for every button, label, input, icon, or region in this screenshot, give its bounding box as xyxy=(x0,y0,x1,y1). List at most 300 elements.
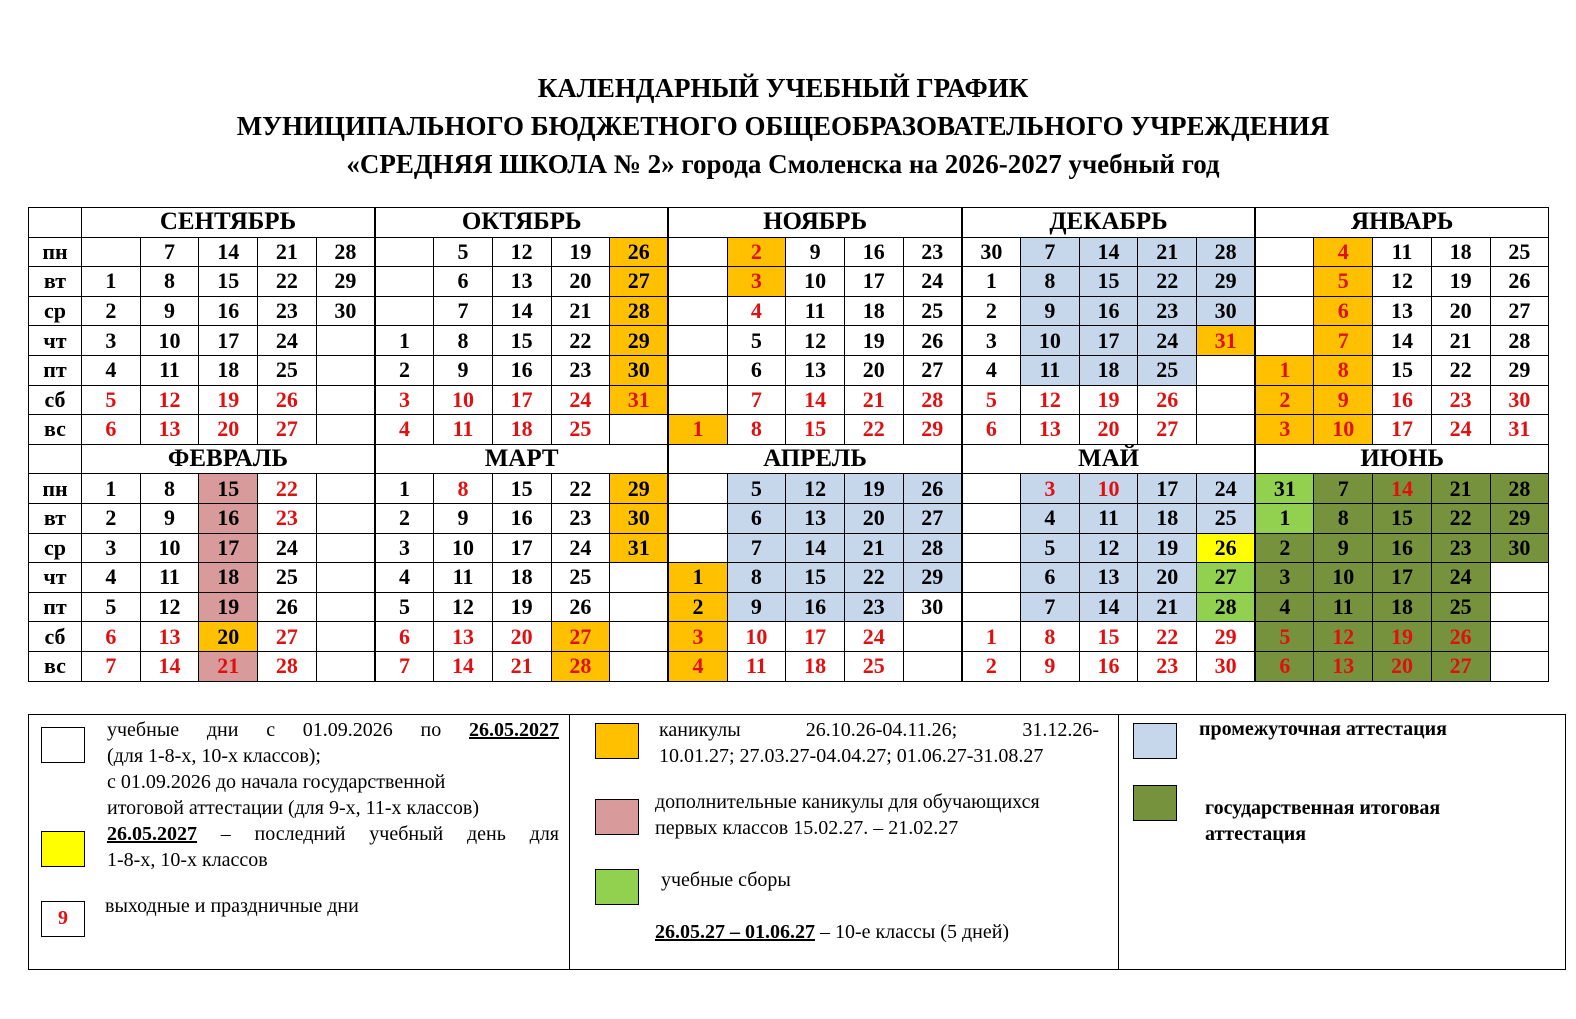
day-cell: 9 xyxy=(1021,651,1080,681)
day-cell: 29 xyxy=(903,563,962,593)
empty-cell xyxy=(1197,355,1256,385)
day-cell: 20 xyxy=(199,622,258,652)
day-cell: 19 xyxy=(199,592,258,622)
day-cell: 5 xyxy=(82,385,141,415)
day-cell: 3 xyxy=(82,533,141,563)
day-cell: 1 xyxy=(82,474,141,504)
day-cell: 29 xyxy=(610,326,669,356)
day-cell: 13 xyxy=(1373,296,1432,326)
day-cell: 30 xyxy=(962,237,1021,267)
legend-training-dates-value: 26.05.27 – 01.06.27 xyxy=(655,921,815,943)
day-cell: 8 xyxy=(140,267,199,297)
day-cell: 31 xyxy=(610,385,669,415)
day-cell: 27 xyxy=(258,415,317,445)
month-name: МАЙ xyxy=(962,444,1255,474)
day-cell: 10 xyxy=(1314,415,1373,445)
day-cell: 31 xyxy=(610,533,669,563)
day-cell: 17 xyxy=(492,533,551,563)
day-cell: 27 xyxy=(903,355,962,385)
day-cell: 1 xyxy=(82,267,141,297)
day-cell: 24 xyxy=(903,267,962,297)
day-cell: 24 xyxy=(1431,563,1490,593)
day-cell: 13 xyxy=(1079,563,1138,593)
empty-cell xyxy=(1255,326,1314,356)
day-cell: 16 xyxy=(1079,296,1138,326)
empty-cell xyxy=(668,326,727,356)
day-cell: 9 xyxy=(434,355,493,385)
empty-cell xyxy=(316,326,375,356)
day-cell: 17 xyxy=(1079,326,1138,356)
day-cell: 10 xyxy=(434,533,493,563)
day-cell: 18 xyxy=(1079,355,1138,385)
day-cell: 17 xyxy=(1373,415,1432,445)
day-cell: 6 xyxy=(1021,563,1080,593)
day-cell: 4 xyxy=(375,563,434,593)
day-cell: 29 xyxy=(1490,355,1549,385)
day-cell: 10 xyxy=(140,326,199,356)
day-cell: 24 xyxy=(1197,474,1256,504)
day-cell: 23 xyxy=(551,355,610,385)
month-name: ФЕВРАЛЬ xyxy=(82,444,375,474)
legend-extra-vacation-line2: первых классов 15.02.27. – 21.02.27 xyxy=(655,817,959,839)
day-cell: 13 xyxy=(1314,651,1373,681)
day-cell: 7 xyxy=(82,651,141,681)
day-cell: 24 xyxy=(1431,415,1490,445)
day-cell: 30 xyxy=(1197,651,1256,681)
day-cell: 20 xyxy=(1431,296,1490,326)
day-cell: 24 xyxy=(551,533,610,563)
week-day-row xyxy=(29,385,1549,415)
empty-cell xyxy=(316,622,375,652)
month-name: МАРТ xyxy=(375,444,668,474)
day-cell: 4 xyxy=(82,355,141,385)
empty-cell xyxy=(316,474,375,504)
day-cell: 28 xyxy=(903,533,962,563)
empty-cell xyxy=(1490,592,1549,622)
day-cell: 10 xyxy=(1079,474,1138,504)
day-cell: 6 xyxy=(434,267,493,297)
day-cell: 2 xyxy=(1255,385,1314,415)
day-cell: 15 xyxy=(786,563,845,593)
day-cell: 25 xyxy=(551,563,610,593)
legend-study-days-date: 26.05.2027 xyxy=(469,719,560,741)
day-cell: 11 xyxy=(1079,503,1138,533)
day-cell: 9 xyxy=(1314,385,1373,415)
day-cell: 21 xyxy=(844,385,903,415)
day-cell: 2 xyxy=(82,503,141,533)
day-cell: 29 xyxy=(903,415,962,445)
week-day-row xyxy=(29,355,1549,385)
day-cell: 1 xyxy=(668,415,727,445)
day-cell: 5 xyxy=(962,385,1021,415)
day-cell: 7 xyxy=(1314,474,1373,504)
day-cell: 5 xyxy=(375,592,434,622)
day-cell: 1 xyxy=(1255,503,1314,533)
day-cell: 23 xyxy=(903,237,962,267)
day-cell: 31 xyxy=(1490,415,1549,445)
day-cell: 28 xyxy=(316,237,375,267)
legend-gia-line2: аттестация xyxy=(1205,823,1307,845)
empty-cell xyxy=(610,651,669,681)
day-cell: 3 xyxy=(375,385,434,415)
legend-swatch-gia xyxy=(1133,785,1177,821)
day-cell: 14 xyxy=(434,651,493,681)
legend xyxy=(28,714,1566,970)
day-cell: 21 xyxy=(492,651,551,681)
day-cell: 17 xyxy=(786,622,845,652)
day-label: пн xyxy=(29,474,82,504)
day-cell: 14 xyxy=(786,385,845,415)
day-cell: 19 xyxy=(199,385,258,415)
day-cell: 12 xyxy=(786,326,845,356)
empty-cell xyxy=(316,563,375,593)
legend-last-day-line2: 1-8-х, 10-х классов xyxy=(107,849,268,871)
day-cell: 6 xyxy=(82,622,141,652)
day-cell: 23 xyxy=(1431,385,1490,415)
legend-swatch-training xyxy=(595,869,639,905)
day-cell: 27 xyxy=(610,267,669,297)
day-cell: 28 xyxy=(1197,237,1256,267)
day-cell: 9 xyxy=(786,237,845,267)
day-label: пт xyxy=(29,355,82,385)
day-cell: 11 xyxy=(1021,355,1080,385)
empty-cell xyxy=(1255,237,1314,267)
day-cell: 4 xyxy=(668,651,727,681)
day-cell: 16 xyxy=(786,592,845,622)
day-cell: 26 xyxy=(903,474,962,504)
day-cell: 23 xyxy=(1138,296,1197,326)
day-cell: 1 xyxy=(668,563,727,593)
day-cell: 6 xyxy=(1255,651,1314,681)
day-cell: 4 xyxy=(962,355,1021,385)
day-cell: 19 xyxy=(844,474,903,504)
legend-divider-2 xyxy=(1118,715,1119,969)
day-cell: 15 xyxy=(1079,622,1138,652)
day-cell: 29 xyxy=(1490,503,1549,533)
empty-cell xyxy=(1197,415,1256,445)
day-cell: 2 xyxy=(727,237,786,267)
legend-swatch-extra-vacation xyxy=(595,799,639,835)
day-cell: 21 xyxy=(1138,592,1197,622)
day-cell: 24 xyxy=(1138,326,1197,356)
day-cell: 2 xyxy=(375,503,434,533)
day-cell: 18 xyxy=(492,415,551,445)
day-cell: 30 xyxy=(1490,385,1549,415)
day-cell: 15 xyxy=(199,474,258,504)
day-cell: 4 xyxy=(82,563,141,593)
day-cell: 6 xyxy=(375,622,434,652)
day-cell: 4 xyxy=(375,415,434,445)
day-cell: 11 xyxy=(140,563,199,593)
day-cell: 7 xyxy=(1021,237,1080,267)
month-name: СЕНТЯБРЬ xyxy=(82,208,375,238)
day-cell: 12 xyxy=(140,592,199,622)
day-cell: 25 xyxy=(258,563,317,593)
day-cell: 1 xyxy=(962,622,1021,652)
day-cell: 11 xyxy=(727,651,786,681)
day-cell: 7 xyxy=(727,385,786,415)
day-label: чт xyxy=(29,563,82,593)
day-cell: 9 xyxy=(140,296,199,326)
day-cell: 11 xyxy=(434,563,493,593)
month-header-row xyxy=(29,444,1549,474)
week-day-row xyxy=(29,296,1549,326)
day-cell: 26 xyxy=(903,326,962,356)
day-cell: 12 xyxy=(1021,385,1080,415)
day-cell: 20 xyxy=(1138,563,1197,593)
month-header-row xyxy=(29,208,1549,238)
day-cell: 20 xyxy=(844,355,903,385)
empty-cell xyxy=(316,355,375,385)
legend-gia xyxy=(1205,795,1440,847)
day-cell: 11 xyxy=(140,355,199,385)
day-cell: 5 xyxy=(434,237,493,267)
day-cell: 22 xyxy=(258,474,317,504)
day-cell: 1 xyxy=(1255,355,1314,385)
day-cell: 15 xyxy=(1373,503,1432,533)
empty-cell xyxy=(610,592,669,622)
empty-cell xyxy=(668,237,727,267)
day-cell: 30 xyxy=(1490,533,1549,563)
empty-cell xyxy=(1197,385,1256,415)
empty-cell xyxy=(1490,622,1549,652)
corner-cell xyxy=(29,208,82,238)
month-name: ЯНВАРЬ xyxy=(1255,208,1548,238)
empty-cell xyxy=(668,474,727,504)
day-cell: 16 xyxy=(492,503,551,533)
legend-study-days-line2: (для 1-8-х, 10-х классов); xyxy=(107,745,321,767)
legend-training-dates xyxy=(655,919,1009,945)
day-cell: 16 xyxy=(844,237,903,267)
empty-cell xyxy=(1490,651,1549,681)
day-cell: 31 xyxy=(1197,326,1256,356)
day-cell: 23 xyxy=(258,503,317,533)
day-cell: 14 xyxy=(1373,474,1432,504)
empty-cell xyxy=(316,415,375,445)
day-cell: 4 xyxy=(1314,237,1373,267)
day-cell: 16 xyxy=(1373,533,1432,563)
day-cell: 24 xyxy=(258,533,317,563)
legend-swatch-study-days xyxy=(41,727,85,763)
day-cell: 9 xyxy=(434,503,493,533)
day-cell: 20 xyxy=(1373,651,1432,681)
day-cell: 26 xyxy=(258,385,317,415)
day-cell: 10 xyxy=(1021,326,1080,356)
day-cell: 20 xyxy=(199,415,258,445)
day-cell: 28 xyxy=(551,651,610,681)
empty-cell xyxy=(610,563,669,593)
day-label: сб xyxy=(29,385,82,415)
day-cell: 18 xyxy=(199,355,258,385)
day-cell: 2 xyxy=(962,651,1021,681)
empty-cell xyxy=(375,296,434,326)
day-cell: 10 xyxy=(434,385,493,415)
day-cell: 22 xyxy=(1138,622,1197,652)
month-name: АПРЕЛЬ xyxy=(668,444,961,474)
day-cell: 27 xyxy=(1431,651,1490,681)
day-cell: 19 xyxy=(1138,533,1197,563)
day-cell: 18 xyxy=(786,651,845,681)
day-cell: 12 xyxy=(786,474,845,504)
legend-swatch-last-day xyxy=(41,831,85,867)
day-cell: 2 xyxy=(375,355,434,385)
day-cell: 12 xyxy=(140,385,199,415)
empty-cell xyxy=(316,651,375,681)
legend-last-day-date: 26.05.2027 xyxy=(107,823,197,845)
day-cell: 23 xyxy=(1138,651,1197,681)
day-cell: 19 xyxy=(551,237,610,267)
day-cell: 12 xyxy=(1373,267,1432,297)
day-cell: 27 xyxy=(1490,296,1549,326)
day-cell: 25 xyxy=(903,296,962,326)
day-label: ср xyxy=(29,533,82,563)
month-name: ДЕКАБРЬ xyxy=(962,208,1255,238)
day-cell: 25 xyxy=(844,651,903,681)
legend-divider-1 xyxy=(569,715,570,969)
day-cell: 6 xyxy=(82,415,141,445)
empty-cell xyxy=(316,592,375,622)
day-cell: 9 xyxy=(727,592,786,622)
legend-extra-vacation-line1: дополнительные каникулы для обучающихся xyxy=(655,791,1040,813)
day-cell: 13 xyxy=(140,622,199,652)
month-name: ОКТЯБРЬ xyxy=(375,208,668,238)
empty-cell xyxy=(962,503,1021,533)
day-cell: 7 xyxy=(1021,592,1080,622)
legend-study-days xyxy=(107,717,559,873)
day-cell: 24 xyxy=(551,385,610,415)
day-cell: 7 xyxy=(140,237,199,267)
day-cell: 25 xyxy=(1431,592,1490,622)
day-cell: 26 xyxy=(1197,533,1256,563)
day-cell: 28 xyxy=(1197,592,1256,622)
empty-cell xyxy=(903,651,962,681)
day-cell: 7 xyxy=(375,651,434,681)
legend-vacation xyxy=(659,717,1099,769)
day-label: вс xyxy=(29,651,82,681)
day-cell: 30 xyxy=(610,503,669,533)
day-cell: 27 xyxy=(1138,415,1197,445)
week-day-row xyxy=(29,474,1549,504)
empty-cell xyxy=(1255,296,1314,326)
day-cell: 15 xyxy=(1373,355,1432,385)
day-cell: 3 xyxy=(82,326,141,356)
day-cell: 27 xyxy=(258,622,317,652)
day-cell: 17 xyxy=(1138,474,1197,504)
day-cell: 1 xyxy=(375,326,434,356)
legend-study-days-text: учебные дни с 01.09.2026 по xyxy=(107,719,442,741)
day-cell: 28 xyxy=(258,651,317,681)
day-cell: 10 xyxy=(786,267,845,297)
day-cell: 22 xyxy=(1138,267,1197,297)
day-cell: 30 xyxy=(1197,296,1256,326)
day-cell: 8 xyxy=(434,474,493,504)
legend-vacation-line2: 10.01.27; 27.03.27-04.04.27; 01.06.27-31.08.27 xyxy=(659,745,1044,767)
day-cell: 23 xyxy=(844,592,903,622)
day-cell: 19 xyxy=(844,326,903,356)
day-cell: 7 xyxy=(727,533,786,563)
day-cell: 30 xyxy=(610,355,669,385)
day-cell: 14 xyxy=(786,533,845,563)
empty-cell xyxy=(375,237,434,267)
month-name: ИЮНЬ xyxy=(1255,444,1548,474)
day-cell: 22 xyxy=(1431,355,1490,385)
day-cell: 2 xyxy=(1255,533,1314,563)
day-cell: 11 xyxy=(1314,592,1373,622)
day-cell: 26 xyxy=(551,592,610,622)
day-cell: 27 xyxy=(903,503,962,533)
day-cell: 25 xyxy=(258,355,317,385)
day-cell: 19 xyxy=(492,592,551,622)
day-cell: 30 xyxy=(316,296,375,326)
day-cell: 9 xyxy=(140,503,199,533)
day-label: сб xyxy=(29,622,82,652)
day-cell: 27 xyxy=(551,622,610,652)
day-cell: 8 xyxy=(434,326,493,356)
day-cell: 5 xyxy=(727,326,786,356)
legend-study-days-line4: итоговой аттестации (для 9-х, 11-х классов) xyxy=(107,797,479,819)
day-cell: 14 xyxy=(492,296,551,326)
day-cell: 18 xyxy=(1138,503,1197,533)
day-cell: 24 xyxy=(844,622,903,652)
corner-cell xyxy=(29,444,82,474)
week-day-row xyxy=(29,622,1549,652)
day-label: пн xyxy=(29,237,82,267)
day-label: вт xyxy=(29,267,82,297)
day-cell: 18 xyxy=(1431,237,1490,267)
day-cell: 18 xyxy=(492,563,551,593)
day-cell: 24 xyxy=(258,326,317,356)
day-cell: 13 xyxy=(434,622,493,652)
day-cell: 19 xyxy=(1431,267,1490,297)
empty-cell xyxy=(668,503,727,533)
day-cell: 12 xyxy=(1314,622,1373,652)
day-cell: 28 xyxy=(1490,326,1549,356)
day-cell: 10 xyxy=(140,533,199,563)
month-name: НОЯБРЬ xyxy=(668,208,961,238)
day-cell: 7 xyxy=(1314,326,1373,356)
day-cell: 3 xyxy=(375,533,434,563)
day-cell: 20 xyxy=(1079,415,1138,445)
empty-cell xyxy=(82,237,141,267)
day-cell: 18 xyxy=(1373,592,1432,622)
day-cell: 26 xyxy=(1490,267,1549,297)
day-cell: 15 xyxy=(1079,267,1138,297)
empty-cell xyxy=(610,415,669,445)
week-day-row xyxy=(29,415,1549,445)
empty-cell xyxy=(1490,563,1549,593)
day-cell: 16 xyxy=(199,503,258,533)
day-cell: 14 xyxy=(140,651,199,681)
day-cell: 4 xyxy=(727,296,786,326)
day-cell: 13 xyxy=(786,503,845,533)
day-cell: 5 xyxy=(1021,533,1080,563)
empty-cell xyxy=(1255,267,1314,297)
day-cell: 5 xyxy=(1314,267,1373,297)
week-day-row xyxy=(29,237,1549,267)
legend-attestation: промежуточная аттестация xyxy=(1199,718,1447,740)
day-cell: 22 xyxy=(551,474,610,504)
day-cell: 3 xyxy=(962,326,1021,356)
day-cell: 14 xyxy=(1079,237,1138,267)
day-cell: 21 xyxy=(1431,326,1490,356)
day-cell: 17 xyxy=(1373,563,1432,593)
day-cell: 15 xyxy=(786,415,845,445)
day-cell: 30 xyxy=(903,592,962,622)
day-cell: 17 xyxy=(492,385,551,415)
day-cell: 22 xyxy=(551,326,610,356)
day-cell: 9 xyxy=(1314,533,1373,563)
day-cell: 13 xyxy=(786,355,845,385)
